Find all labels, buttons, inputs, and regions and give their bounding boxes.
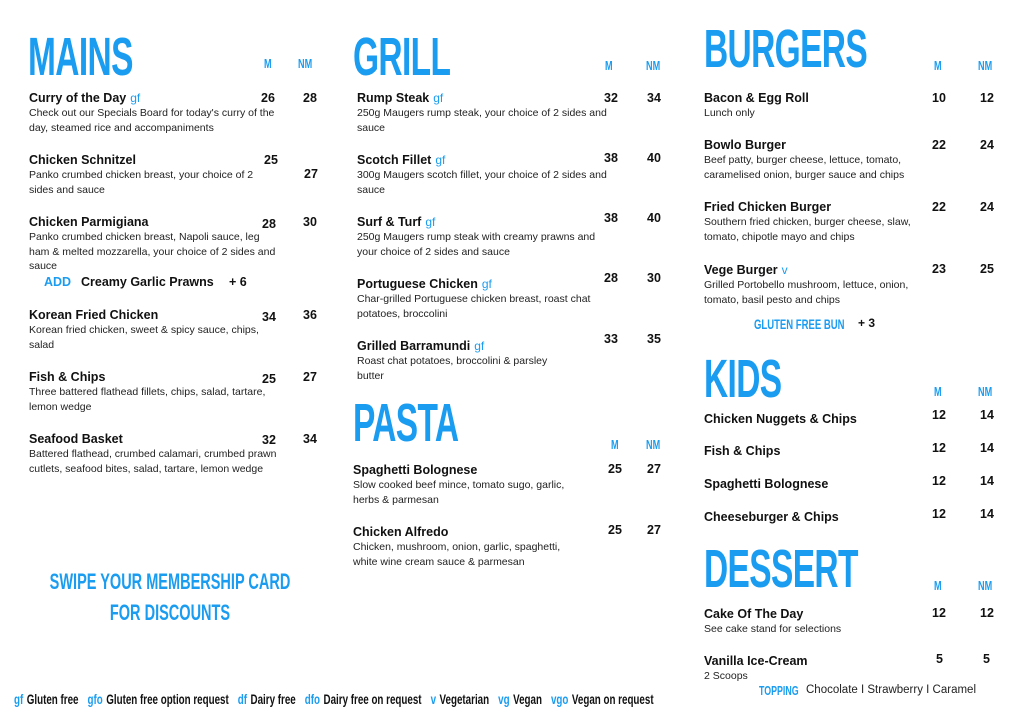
- item-description: Korean fried chicken, sweet & spicy sauce, chips, salad: [29, 324, 259, 351]
- price-non-member: 27: [647, 462, 661, 476]
- kids-item-cheeseburger: Cheeseburger & Chips: [704, 510, 839, 524]
- item-name: Surf & Turf: [357, 215, 422, 229]
- item-description: 250g Maugers rump steak, your choice of 2 sides and sauce: [357, 107, 607, 134]
- price-member: 25: [262, 372, 276, 386]
- price-member: 26: [261, 91, 275, 105]
- dietary-tag: gf: [474, 339, 485, 353]
- mains-col-nm: NM: [298, 56, 313, 71]
- menu-item-korean-chicken: [29, 307, 279, 352]
- burgers-col-nm: NM: [978, 58, 993, 73]
- legend-value: Dairy free on request: [323, 691, 422, 707]
- grill-heading: GRILL: [353, 27, 451, 87]
- menu-item-rump-steak: [357, 90, 607, 135]
- dessert-heading: DESSERT: [704, 539, 858, 599]
- menu-item-scotch-fillet: [357, 152, 607, 197]
- menu-item-ice-cream: [704, 653, 954, 684]
- gluten-free-bun-addon: GLUTEN FREE BUN: [754, 316, 845, 332]
- menu-item-pasta-bolognese: [353, 462, 603, 507]
- item-description: Check out our Specials Board for today's curry of the day, steamed rice and accompaniments: [29, 107, 275, 134]
- legend-key: v: [430, 691, 437, 707]
- menu-item-curry: [29, 90, 279, 135]
- price-member: 25: [264, 153, 278, 167]
- grill-col-m: M: [605, 58, 613, 73]
- item-name: Bacon & Egg Roll: [704, 91, 809, 105]
- item-description: Lunch only: [704, 107, 755, 119]
- price-non-member: 27: [303, 370, 317, 384]
- menu-item-fish-chips: [29, 369, 279, 414]
- item-name: Seafood Basket: [29, 432, 123, 446]
- price-non-member: 14: [980, 474, 994, 488]
- legend-value: Gluten free: [26, 691, 79, 707]
- price-non-member: 24: [980, 200, 994, 214]
- item-description: Char-grilled Portuguese chicken breast, roast chat potatoes, broccolini: [357, 293, 591, 320]
- item-name: Chicken Alfredo: [353, 525, 449, 539]
- price-non-member: 27: [647, 523, 661, 537]
- item-name: Spaghetti Bolognese: [353, 463, 478, 477]
- price-member: 12: [932, 408, 946, 422]
- price-non-member: 14: [980, 408, 994, 422]
- kids-item-bolognese: Spaghetti Bolognese: [704, 477, 829, 491]
- price-member: 12: [932, 606, 946, 620]
- burgers-heading: BURGERS: [704, 19, 868, 79]
- price-member: 32: [604, 91, 618, 105]
- menu-item-portuguese-chicken: [357, 276, 607, 321]
- topping-label: TOPPING: [759, 683, 799, 698]
- price-member: 5: [936, 652, 943, 666]
- burgers-col-m: M: [934, 58, 942, 73]
- legend-value: Vegetarian: [439, 691, 490, 707]
- price-non-member: 34: [647, 91, 661, 105]
- price-member: 38: [604, 211, 618, 225]
- price-member: 28: [604, 271, 618, 285]
- menu-item-seafood-basket: [29, 431, 279, 476]
- price-non-member: 28: [303, 91, 317, 105]
- price-member: 12: [932, 441, 946, 455]
- legend-value: Dairy free: [250, 691, 296, 707]
- topping-options: Chocolate I Strawberry I Caramel: [806, 684, 977, 696]
- item-name: Cake Of The Day: [704, 607, 804, 621]
- item-name: Portuguese Chicken: [357, 277, 478, 291]
- price-member: 38: [604, 151, 618, 165]
- price-member: 33: [604, 332, 618, 346]
- dietary-legend: [14, 691, 660, 707]
- legend-value: Vegan: [513, 691, 542, 707]
- price-non-member: 5: [983, 652, 990, 666]
- menu-item-parmigiana: [29, 214, 279, 274]
- item-name: Rump Steak: [357, 91, 430, 105]
- kids-col-m: M: [934, 384, 942, 399]
- pasta-col-nm: NM: [646, 437, 661, 452]
- price-non-member: 30: [647, 271, 661, 285]
- pasta-heading: PASTA: [353, 393, 459, 453]
- legend-value: Vegan on request: [571, 691, 654, 707]
- legend-key: gfo: [87, 691, 103, 707]
- legend-key: df: [237, 691, 248, 707]
- price-member: 22: [932, 200, 946, 214]
- price-non-member: 40: [647, 151, 661, 165]
- price-non-member: 27: [304, 167, 318, 181]
- addon-price: + 6: [229, 275, 247, 289]
- legend-key: vgo: [550, 691, 569, 707]
- item-description: 2 Scoops: [704, 670, 748, 682]
- item-name: Curry of the Day: [29, 91, 127, 105]
- price-non-member: 30: [303, 215, 317, 229]
- price-member: 22: [932, 138, 946, 152]
- promo-line-1: SWIPE YOUR MEMBERSHIP CARD: [49, 569, 291, 594]
- dessert-col-m: M: [934, 578, 942, 593]
- item-description: Three battered flathead fillets, chips, salad, tartare, lemon wedge: [29, 386, 266, 413]
- price-non-member: 25: [980, 262, 994, 276]
- kids-item-nuggets: Chicken Nuggets & Chips: [704, 412, 857, 426]
- item-name: Bowlo Burger: [704, 138, 786, 152]
- price-non-member: 24: [980, 138, 994, 152]
- item-name: Scotch Fillet: [357, 153, 432, 167]
- legend-value: Gluten free option request: [106, 691, 229, 707]
- menu-item-barramundi: [357, 338, 607, 383]
- menu-item-schnitzel: [29, 152, 279, 197]
- menu-item-bacon-egg-roll: [704, 90, 954, 121]
- item-description: 250g Maugers rump steak with creamy prawns and your choice of 2 sides and sauce: [357, 231, 596, 258]
- dessert-col-nm: NM: [978, 578, 993, 593]
- legend-key: vg: [498, 691, 510, 707]
- price-non-member: 36: [303, 308, 317, 322]
- price-member: 12: [932, 507, 946, 521]
- item-name: Vanilla Ice-Cream: [704, 654, 808, 668]
- price-member: 10: [932, 91, 946, 105]
- dietary-tag: gf: [435, 153, 446, 167]
- legend-key: dfo: [304, 691, 321, 707]
- item-name: Chicken Parmigiana: [29, 215, 149, 229]
- item-description: Grilled Portobello mushroom, lettuce, onion, tomato, basil pesto and chips: [704, 279, 909, 306]
- membership-promo: [38, 566, 302, 628]
- menu-item-fried-chicken-burger: [704, 199, 954, 244]
- price-non-member: 34: [303, 432, 317, 446]
- pasta-col-m: M: [611, 437, 619, 452]
- price-member: 34: [262, 310, 276, 324]
- item-name: Korean Fried Chicken: [29, 308, 159, 322]
- dietary-tag: v: [781, 263, 788, 277]
- dietary-tag: gf: [425, 215, 436, 229]
- legend-key: gf: [14, 691, 24, 707]
- price-non-member: 35: [647, 332, 661, 346]
- menu-item-bowlo-burger: [704, 137, 954, 182]
- item-description: Panko crumbed chicken breast, your choice of 2 sides and sauce: [29, 169, 254, 196]
- price-member: 25: [608, 523, 622, 537]
- dietary-tag: gf: [130, 91, 141, 105]
- price-member: 28: [262, 217, 276, 231]
- price-non-member: 12: [980, 91, 994, 105]
- addon-label: ADD: [44, 275, 72, 289]
- menu-item-vege-burger: [704, 262, 954, 307]
- item-description: Panko crumbed chicken breast, Napoli sauce, leg ham & melted mozzarella, your choice of 2 sides and sauce: [29, 231, 276, 272]
- grill-col-nm: NM: [646, 58, 661, 73]
- item-description: Beef patty, burger cheese, lettuce, tomato, caramelised onion, burger sauce and chips: [704, 154, 905, 181]
- promo-line-2: FOR DISCOUNTS: [109, 600, 231, 625]
- item-description: 300g Maugers scotch fillet, your choice of 2 sides and sauce: [357, 169, 607, 196]
- price-non-member: 14: [980, 507, 994, 521]
- menu-item-cake: [704, 606, 954, 637]
- item-name: Fried Chicken Burger: [704, 200, 832, 214]
- dietary-tag: gf: [481, 277, 492, 291]
- price-non-member: 12: [980, 606, 994, 620]
- item-name: Vege Burger: [704, 263, 778, 277]
- item-description: See cake stand for selections: [704, 623, 842, 635]
- item-description: Slow cooked beef mince, tomato sugo, garlic, herbs & parmesan: [353, 479, 565, 506]
- dietary-tag: gf: [433, 91, 444, 105]
- kids-item-fish-chips: Fish & Chips: [704, 444, 781, 458]
- kids-col-nm: NM: [978, 384, 993, 399]
- menu-item-alfredo: [353, 524, 603, 569]
- mains-col-m: M: [264, 56, 272, 71]
- item-description: Battered flathead, crumbed calamari, crumbed prawn cutlets, seafood bites, salad, tartare, lemon wedge: [29, 448, 277, 475]
- price-member: 25: [608, 462, 622, 476]
- gluten-free-bun-price: + 3: [858, 316, 876, 330]
- price-member: 23: [932, 262, 946, 276]
- item-name: Fish & Chips: [29, 370, 106, 384]
- price-member: 32: [262, 433, 276, 447]
- mains-heading: MAINS: [28, 27, 133, 87]
- addon-name: Creamy Garlic Prawns: [81, 275, 214, 289]
- item-description: Southern fried chicken, burger cheese, slaw, tomato, chipotle mayo and chips: [704, 216, 911, 243]
- price-member: 12: [932, 474, 946, 488]
- item-name: Chicken Schnitzel: [29, 153, 136, 167]
- kids-heading: KIDS: [704, 349, 782, 409]
- menu-item-surf-turf: [357, 214, 607, 259]
- price-non-member: 14: [980, 441, 994, 455]
- item-description: Roast chat potatoes, broccolini & parsley butter: [357, 355, 548, 382]
- price-non-member: 40: [647, 211, 661, 225]
- item-description: Chicken, mushroom, onion, garlic, spaghetti, white wine cream sauce & parmesan: [353, 541, 561, 568]
- item-name: Grilled Barramundi: [357, 339, 471, 353]
